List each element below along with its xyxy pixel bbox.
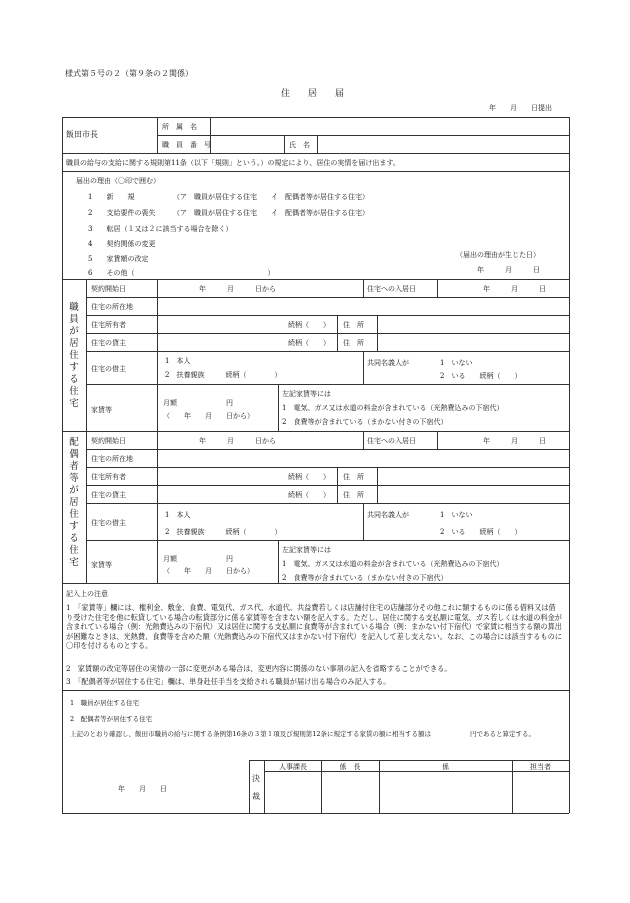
reason-item[interactable]: 3 転居（１又は２に該当する場合を除く） xyxy=(88,225,233,233)
rent-label: 家賃等 xyxy=(91,406,112,414)
location-label: 住宅の所在地 xyxy=(91,455,133,463)
joint-opt1[interactable]: 1 いない xyxy=(440,511,473,519)
approver-person-in-charge: 担当者 xyxy=(530,763,551,771)
approver-staff: 係 xyxy=(442,763,449,771)
lender-label: 住宅の貸主 xyxy=(91,339,126,347)
lender-address-label: 住 所 xyxy=(343,339,364,347)
lender-label: 住宅の貸主 xyxy=(91,491,126,499)
note-1: 1 「家賃等」欄には、権利金、敷金、食費、電気代、ガス代、水道代、共益費若しくは店舗付住宅の店舗部分その他これに類するものに係る借料又は借り受けた住宅を他に転貸している場合の転貸部分に係る家賃等を含まない額を記入する。ただし、居住に関する支払額に電気、ガス若しくは水道の料金が含まれている場合（例：光熱費込みの下宿代）又は居住に関する支払額に食費等が含まれている場合（例：まかない付下宿代）で家賃に相当する額の算出が困難なときは、光熱費、食費等を含めた額（光熱費込みの下宿代又はまかない付下宿代）を記入して差し支えない。なお、この場合には該当するものに〇印を付けるものとする。 xyxy=(66,603,562,650)
dept-field[interactable] xyxy=(212,119,567,133)
location-field[interactable] xyxy=(159,299,567,313)
owner-label: 住宅所有者 xyxy=(91,473,126,481)
lender-address-label: 住 所 xyxy=(343,491,364,499)
joint-opt1[interactable]: 1 いない xyxy=(440,359,473,367)
contract-start-label: 契約開始日 xyxy=(91,285,126,293)
borrower-label: 住宅の借主 xyxy=(91,519,126,527)
move-in-value[interactable]: 年 月 日 xyxy=(483,285,546,293)
monthly-label[interactable]: 月額 円 xyxy=(163,399,233,407)
move-in-label: 住宅への入居日 xyxy=(367,285,416,293)
reason-item[interactable]: 5 家賃額の改定 xyxy=(88,255,149,263)
decision-label: 決 裁 xyxy=(252,774,268,801)
rent-note-head: 左記家賃等には xyxy=(282,390,331,398)
location-field[interactable] xyxy=(159,451,567,465)
rent-note-head: 左記家賃等には xyxy=(282,546,331,554)
spouse-side-label: 配偶者等が居住する住宅 xyxy=(69,437,79,568)
addressee: 飯田市長 xyxy=(66,130,98,139)
rent-note-1[interactable]: 1 電気、ガス又は水道の料金が含まれている（光熱費込みの下宿代） xyxy=(282,560,504,568)
occurred-date[interactable]: 年 月 日 xyxy=(477,266,540,274)
stamp-staff[interactable] xyxy=(380,772,511,812)
monthly-date[interactable]: （ 年 月 日から） xyxy=(163,567,254,575)
confirm-date[interactable]: 年 月 日 xyxy=(118,785,167,793)
rent-label: 家賃等 xyxy=(91,561,112,569)
borrower-opt2[interactable]: 2 扶養親族 続柄（ ） xyxy=(165,528,282,536)
lender-relation[interactable]: 続柄（ ） xyxy=(288,339,330,347)
notes-heading: 記入上の注意 xyxy=(66,590,108,598)
monthly-date[interactable]: （ 年 月 日から） xyxy=(163,412,254,420)
borrower-opt2[interactable]: 2 扶養親族 続柄（ ） xyxy=(165,371,282,379)
rent-note-2[interactable]: 2 食費等が含まれている（まかない付きの下宿代） xyxy=(282,574,448,582)
owner-relation[interactable]: 続柄（ ） xyxy=(288,321,330,329)
reason-item[interactable]: 1 新 規 （ア 職員が居住する住宅 イ 配偶者等が居住する住宅） xyxy=(88,193,369,201)
owner-label: 住宅所有者 xyxy=(91,321,126,329)
contract-start-label: 契約開始日 xyxy=(91,437,126,445)
staff-no-field[interactable] xyxy=(212,137,282,151)
lender-relation[interactable]: 続柄（ ） xyxy=(288,491,330,499)
stamp-hr-chief[interactable] xyxy=(265,772,320,812)
reasons-heading: 届出の理由（〇印で囲む） xyxy=(76,177,160,185)
reason-item[interactable]: 2 支給要件の喪失 （ア 職員が居住する住宅 イ 配偶者等が居住する住宅） xyxy=(88,209,369,217)
confirm-item-1[interactable]: 1 職員が居住する住宅 xyxy=(70,699,140,707)
borrower-opt1[interactable]: 1 本人 xyxy=(165,357,191,365)
borrower-label: 住宅の借主 xyxy=(91,365,126,373)
move-in-value[interactable]: 年 月 日 xyxy=(483,437,546,445)
owner-relation[interactable]: 続柄（ ） xyxy=(288,473,330,481)
rent-note-2[interactable]: 2 食費等が含まれている（まかない付きの下宿代） xyxy=(282,418,448,426)
page-title: 住 居 届 xyxy=(281,89,345,99)
staff-no-label: 職 員 番 号 xyxy=(162,141,211,149)
borrower-opt1[interactable]: 1 本人 xyxy=(165,511,191,519)
note-2: 2 家賃額の改定等居住の実情の一部に変更がある場合は、変更内容に関係のない事項の記入を省略することができる。 xyxy=(66,664,452,673)
joint-label: 共同名義人が xyxy=(367,511,409,519)
approver-hr-chief: 人事課長 xyxy=(279,763,307,771)
reason-item[interactable]: 4 契約関係の変更 xyxy=(88,240,156,248)
move-in-label: 住宅への入居日 xyxy=(367,437,416,445)
owner-address-label: 住 所 xyxy=(343,473,364,481)
rent-note-1[interactable]: 1 電気、ガス又は水道の料金が含まれている（光熱費込みの下宿代） xyxy=(282,404,504,412)
stamp-section-chief[interactable] xyxy=(322,772,378,812)
employee-side-label: 職員が居住する住宅 xyxy=(69,302,79,409)
reason-item[interactable]: 6 その他（ ） xyxy=(88,269,275,277)
joint-opt2[interactable]: 2 いる 続柄（ ） xyxy=(440,372,522,380)
confirm-text: 上記のとおり確認し、飯田市職員の給与に関する条例第16条の３第１項及び規則第12条に規定する家賃の額に相当する額は 円であると算定する。 xyxy=(70,730,536,738)
location-label: 住宅の所在地 xyxy=(91,303,133,311)
stamp-person-in-charge[interactable] xyxy=(513,772,568,812)
form-id: 様式第５号の２（第９条の２関係） xyxy=(65,69,193,78)
dept-label: 所 属 名 xyxy=(162,123,197,131)
intro-text: 職員の給与の支給に関する規則第11条（以下「規則」という。）の規定により、居住の実情を届け出ます。 xyxy=(66,159,400,167)
note-3: 3 「配偶者等が居住する住宅」欄は、単身赴任手当を支給される職員が届け出る場合のみ記入する。 xyxy=(66,677,391,686)
occurred-label: （届出の理由が生じた日） xyxy=(456,251,540,259)
joint-label: 共同名義人が xyxy=(367,359,409,367)
contract-start-value[interactable]: 年 月 日から xyxy=(199,285,276,293)
contract-start-value[interactable]: 年 月 日から xyxy=(199,437,276,445)
approver-section-chief: 係 長 xyxy=(339,763,361,771)
owner-address-label: 住 所 xyxy=(343,321,364,329)
name-field[interactable] xyxy=(319,137,567,151)
confirm-item-2[interactable]: 2 配偶者等が居住する住宅 xyxy=(70,715,153,723)
monthly-label[interactable]: 月額 円 xyxy=(163,555,233,563)
submission-date: 年 月 日提出 xyxy=(489,104,552,112)
joint-opt2[interactable]: 2 いる 続柄（ ） xyxy=(440,528,522,536)
name-label: 氏 名 xyxy=(289,141,310,149)
